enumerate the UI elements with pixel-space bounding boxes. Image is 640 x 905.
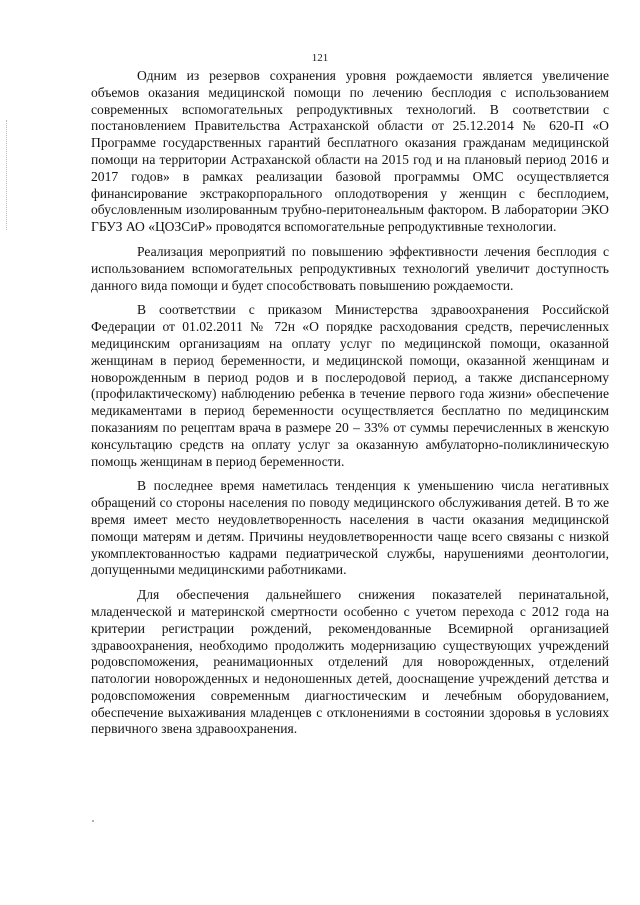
scan-speck [92, 820, 94, 822]
paragraph-complaints-trend: В последнее время наметилась тенденция к уменьшению числа негативных обращений со стороны населения по поводу медицинского обслуживания детей. В то же время имеет место неудовлетворенность населения в части оказания медицинской помощи матерям и детям. Причины неудовлетворенности чаще всего связаны с низкой укомплектованностью кадрами педиатрической службы, нарушениями деонтологии, допущенными медицинскими работниками. [91, 478, 609, 578]
document-body [91, 68, 609, 744]
paragraph-ivf-program: Одним из резервов сохранения уровня рождаемости является увеличение объемов оказания медицинской помощи по лечению бесплодия с использованием современных вспомогательных репродуктивных технологий. В соответствии с постановлением Правительства Астраханской области от 25.12.2014 № 620-П «О Программе государственных гарантий бесплатного оказания гражданам медицинской помощи на территории Астраханской области на 2015 год и на плановый период 2016 и 2017 годов» в рамках реализации базовой программы ОМС осуществляется финансирование экстракорпорального оплодотворения у женщин с бесплодием, обусловленным изолированным трубно-перитонеальным фактором. В лаборатории ЭКО ГБУЗ АО «ЦОЗСиР» проводятся вспомогательные репродуктивные технологии. [91, 68, 609, 235]
page-number: 121 [311, 52, 329, 64]
margin-scan-mark [6, 120, 8, 230]
paragraph-art-efficiency: Реализация мероприятий по повышению эффективности лечения бесплодия с использованием вспомогательных репродуктивных технологий увеличит доступность данного вида помощи и будет способствовать повышению рождаемости. [91, 243, 609, 293]
paragraph-medication-order: В соответствии с приказом Министерства здравоохранения Российской Федерации от 01.02.2011 № 72н «О порядке расходования средств, перечисленных медицинским организациям на оплату услуг по медицинской помощи, оказанной женщинам в период беременности, и медицинской помощи, оказанной женщинам и новорожденным в период родов и в послеродовой период, а также диспансерному (профилактическому) наблюдению ребенка в течение первого года жизни» обеспечение медикаментами в период беременности осуществляется бесплатно по медицинским показаниям по рецептам врача в размере 20 – 33% от суммы перечисленных в женскую консультацию средств на оплату услуг за оказанную амбулаторно-поликлиническую помощь женщинам в период беременности. [91, 302, 609, 469]
paragraph-mortality-reduction: Для обеспечения дальнейшего снижения показателей перинатальной, младенческой и материнской смертности особенно с учетом перехода с 2012 года на критерии регистрации рождений, рекомендованные Всемирной организацией здравоохранения, необходимо продолжить модернизацию существующих учреждений родовспоможения, реанимационных отделений для новорожденных, отделений патологии новорожденных и недоношенных детей, дооснащение учреждений детства и родовспоможения современным диагностическим и лечебным оборудованием, обеспечение выхаживания младенцев с отклонениями в состоянии здоровья в условиях первичного звена здравоохранения. [91, 587, 609, 737]
